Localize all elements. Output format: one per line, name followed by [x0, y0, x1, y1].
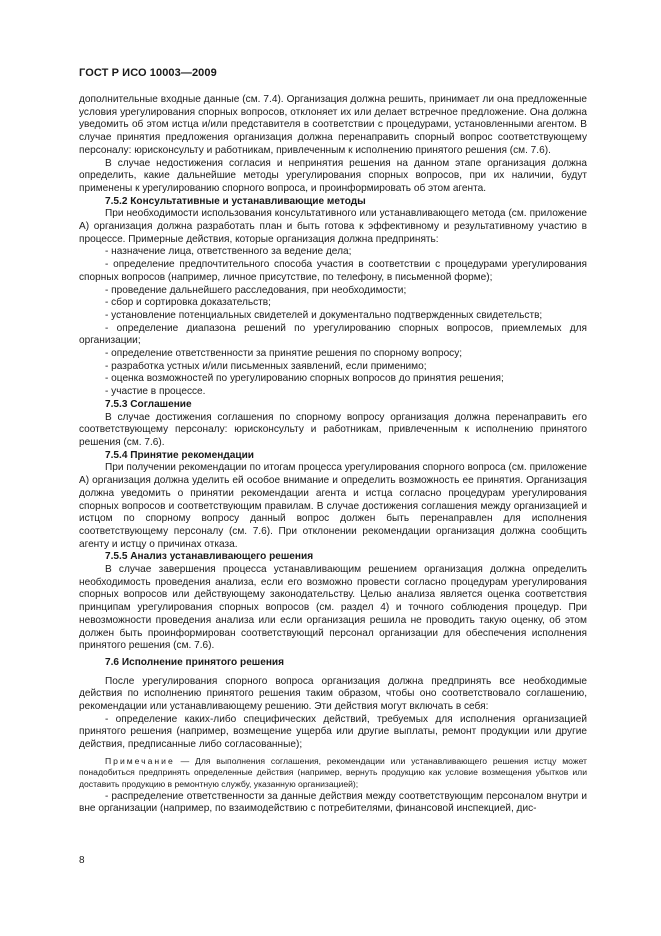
list-item: - разработка устных и/или письменных заявлений, если применимо;	[105, 360, 427, 372]
list-item: - определение предпочтительного способа участия в соответствии с процедурами урегулирования спорных вопросов (например, личное присутствие, по телефону, в письменной форме);	[79, 259, 587, 283]
note-label: Примечание	[105, 755, 175, 766]
subsection-heading: 7.5.4 Принятие рекомендации	[105, 449, 254, 461]
subsection-heading: 7.5.3 Соглашение	[105, 398, 192, 410]
subsection-heading: 7.5.5 Анализ устанавливающего решения	[105, 551, 314, 563]
list-item: - проведение дальнейшего расследования, при необходимости;	[105, 284, 407, 296]
section-heading: 7.6 Исполнение принятого решения	[105, 656, 285, 668]
subsection-heading: 7.5.2 Консультативные и устанавливающие методы	[105, 195, 366, 207]
list-item: - назначение лица, ответственного за ведение дела;	[105, 246, 352, 258]
note-text: — Для выполнения соглашения, рекомендации или устанавливающего решения истцу может понадобиться предпринять определенные действия (например, вернуть продукцию как условие возмещения убытков или доставить продукцию в ремонтную службу, указанную организацией);	[79, 755, 587, 790]
list-item: - сбор и сортировка доказательств;	[105, 297, 271, 309]
paragraph: После урегулирования спорного вопроса организация должна предпринять все необходимые действия по исполнению принятого решения таким образом, чтобы оно соответствовало соглашению, рекомендации или устанавливающему решению. Эти действия могут включать в себя:	[79, 675, 587, 713]
list-item: - участие в процессе.	[105, 386, 206, 398]
list-item: - оценка возможностей по урегулированию спорных вопросов до принятия решения;	[105, 373, 504, 385]
document-header: ГОСТ Р ИСО 10003—2009	[79, 67, 217, 79]
paragraph: При получении рекомендации по итогам процесса урегулирования спорного вопроса (см. приложение А) организация должна уделить ей особое внимание и определить возможность ее принятия. Организация должна уведомить о принятии рекомендации агента и истца согласно процедурам урегулирования спорных вопросов и соответствующим правилам. В случае достижения соглашения между организацией и истцом по спорному вопросу данный вопрос должен быть перенаправлен для исполнения соответствующему персоналу (см. 7.6). При отклонении рекомендации организация должна сообщить агенту и истцу о причинах отказа.	[79, 462, 587, 550]
page-number: 8	[79, 855, 85, 866]
list-item: - определение каких-либо специфических действий, требуемых для исполнения организацией принятого решения (например, возмещение ущерба или другие выплаты, ремонт продукции или другие действия, предписанные либо согласованные);	[79, 713, 587, 751]
list-item: - определение ответственности за принятие решения по спорному вопросу;	[105, 348, 463, 360]
paragraph: дополнительные входные данные (см. 7.4). Организация должна решить, принимает ли она предложенные условия урегулирования спорных вопросов, отклоняет их или делает встречное предложение. Она должна уведомить об этом истца и/или представителя в соответствии с процедурами, установленными агентом. В случае принятия предложения организация должна перенаправить спорный вопрос соответствующему персоналу: юрисконсульту и работникам, привлеченным к исполнению принятого решения (см. 7.6).	[79, 94, 587, 156]
document-body	[79, 94, 587, 816]
note-paragraph	[79, 756, 587, 791]
list-item: - распределение ответственности за данные действия между соответствующим персоналом внутри и вне организации (например, по взаимодействию с потребителями, финансовой инспекцией, дис-	[79, 790, 587, 815]
paragraph: В случае недостижения согласия и непринятия решения на данном этапе организация должна определить, какие дальнейшие методы урегулирования спорных вопросов, при их наличии, будут применены к урегулированию спорного вопроса, и проинформировать об этом агента.	[79, 157, 587, 194]
list-item: - определение диапазона решений по урегулированию спорных вопросов, приемлемых для организации;	[79, 322, 587, 347]
list-item: - установление потенциальных свидетелей и документально подтвержденных свидетельств;	[105, 309, 543, 321]
paragraph: При необходимости использования консультативного или устанавливающего метода (см. приложение А) организация должна разработать план и быть готова к эффективному и результативному участию в процессе. Примерные действия, которые организация должна предпринять:	[79, 208, 587, 245]
paragraph: В случае достижения соглашения по спорному вопросу организация должна перенаправить его соответствующему персоналу: юрисконсульту и работникам, привлеченным к исполнению принятого решения (см. 7.6).	[79, 411, 587, 448]
paragraph: В случае завершения процесса устанавливающим решением организация должна определить необходимость проведения анализа, если его возможно провести согласно процедурам урегулирования спорных вопросов или действующему законодательству. Целью анализа является оценка соответствия принципам урегулирования спорных вопросов (см. раздел 4) и точного соблюдения процедур. При невозможности проведения анализа или если организация решила не проводить такую оценку, об этом должен быть проинформирован соответствующий персонал организации для обеспечения исполнения принятого решения (см. 7.6).	[79, 564, 587, 652]
